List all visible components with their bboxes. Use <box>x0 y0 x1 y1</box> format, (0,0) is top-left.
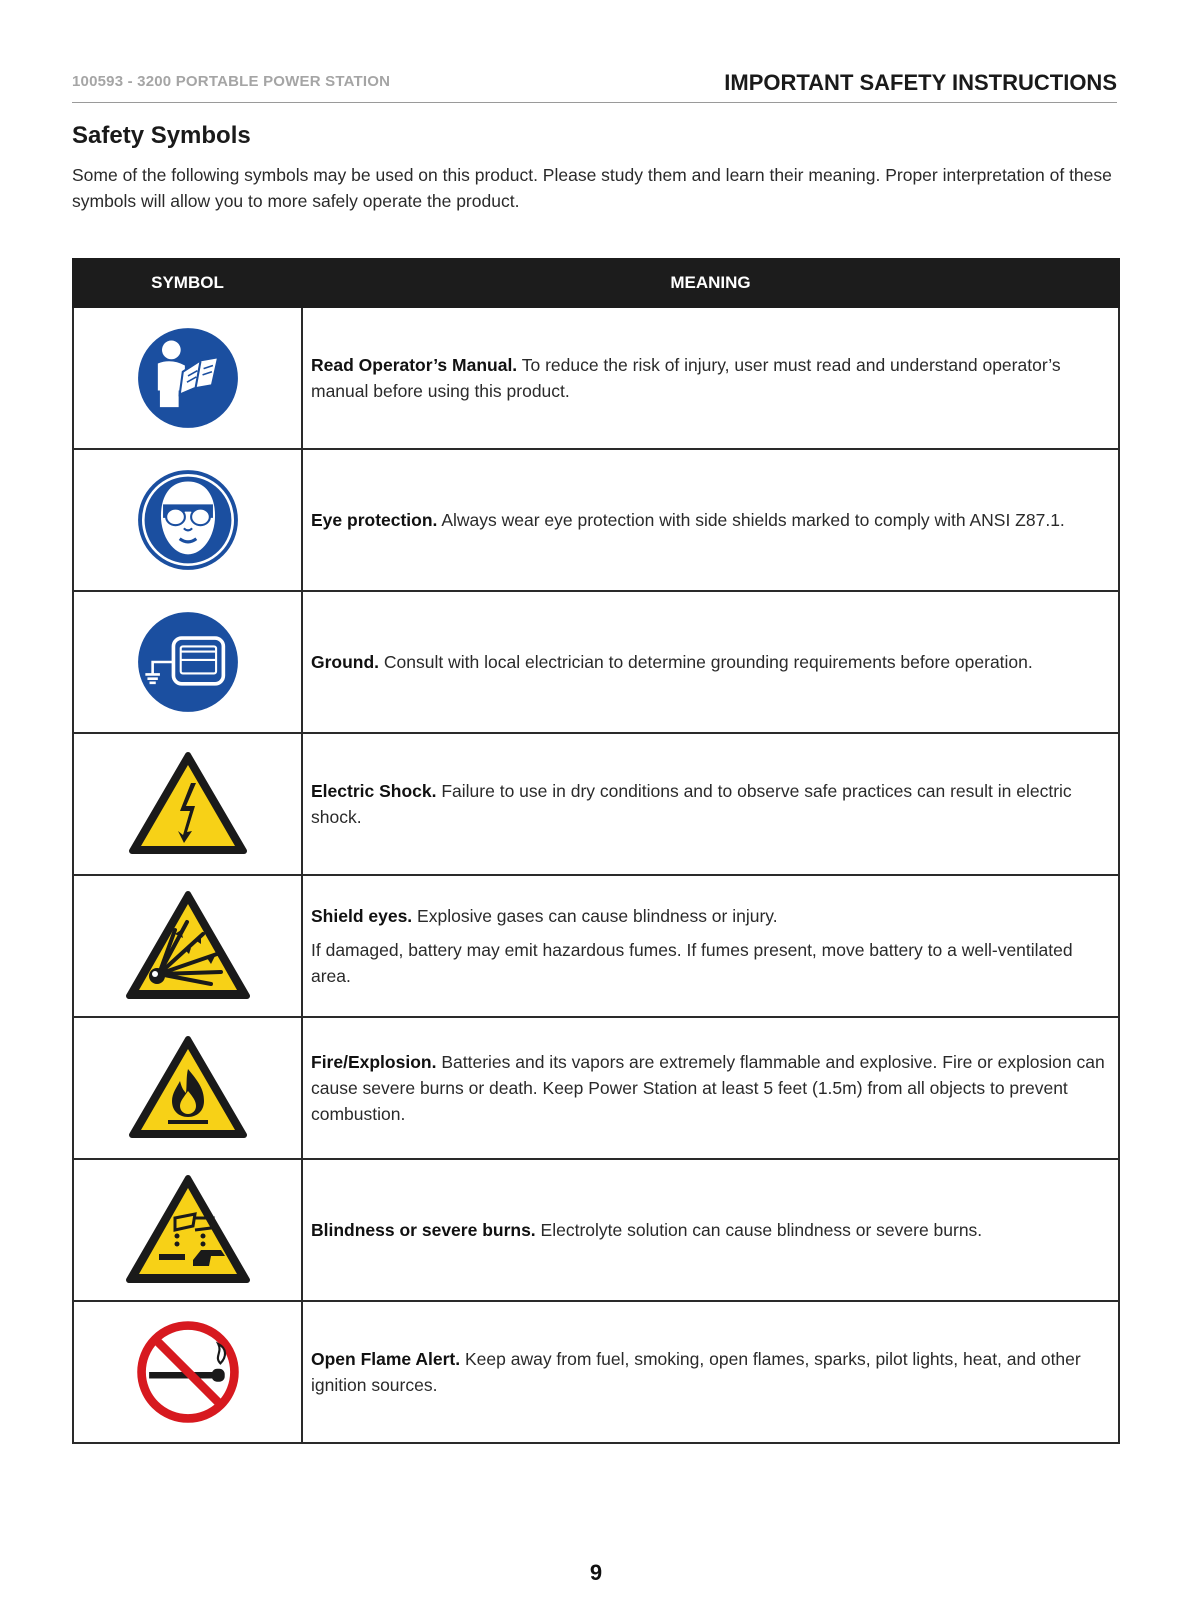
symbol-cell <box>73 1301 302 1443</box>
meaning-column-header: MEANING <box>302 259 1119 307</box>
meaning-title: Blindness or severe burns. <box>311 1220 536 1240</box>
meaning-title: Eye protection. <box>311 510 438 530</box>
eye-protection-icon <box>136 468 240 572</box>
meaning-text: Batteries and its vapors are extremely flammable and explosive. Fire or explosion can cause severe burns or death. Keep Power Station at least 5 feet (1.5m) from all objects to prevent combustion. <box>311 1052 1105 1124</box>
meaning-cell <box>302 307 1119 449</box>
meaning-text: Keep away from fuel, smoking, open flames, sparks, pilot lights, heat, and other ignition sources. <box>311 1349 1081 1395</box>
page-header <box>72 68 1117 103</box>
meaning-cell <box>302 1159 1119 1301</box>
fire-icon <box>128 1035 248 1141</box>
no-smoking-icon <box>134 1318 242 1426</box>
corrosive-icon <box>125 1174 251 1286</box>
meaning-text: Electrolyte solution can cause blindness or severe burns. <box>540 1220 983 1240</box>
section-title: IMPORTANT SAFETY INSTRUCTIONS <box>724 70 1117 95</box>
symbol-cell <box>73 875 302 1017</box>
ground-icon <box>136 610 240 714</box>
page-number: 9 <box>589 1560 603 1585</box>
explosive-icon <box>125 890 251 1002</box>
symbol-cell <box>73 449 302 591</box>
table-row <box>73 591 1119 733</box>
table-row <box>73 307 1119 449</box>
meaning-text: Explosive gases can cause blindness or injury. <box>417 906 778 926</box>
symbol-cell <box>73 307 302 449</box>
safety-symbols-table <box>72 258 1120 1444</box>
meaning-title: Open Flame Alert. <box>311 1349 461 1369</box>
meaning-text: Consult with local electrician to determine grounding requirements before operation. <box>383 652 1033 672</box>
table-row <box>73 875 1119 1017</box>
doc-id: 100593 - 3200 PORTABLE POWER STATION <box>72 73 391 90</box>
meaning-title: Read Operator’s Manual. <box>311 355 518 375</box>
symbol-cell <box>73 591 302 733</box>
meaning-text: Failure to use in dry conditions and to observe safe practices can result in electric shock. <box>311 781 1072 827</box>
meaning-cell <box>302 449 1119 591</box>
electric-shock-icon <box>128 751 248 857</box>
table-row <box>73 1301 1119 1443</box>
meaning-text: To reduce the risk of injury, user must read and understand operator’s manual before using this product. <box>311 355 1061 401</box>
meaning-cell <box>302 591 1119 733</box>
meaning-title: Ground. <box>311 652 380 672</box>
page-heading: Safety Symbols <box>72 122 251 149</box>
meaning-title: Shield eyes. <box>311 906 413 926</box>
symbol-cell <box>73 1017 302 1159</box>
meaning-cell <box>302 733 1119 875</box>
symbol-cell <box>73 733 302 875</box>
symbol-cell <box>73 1159 302 1301</box>
meaning-text-secondary: If damaged, battery may emit hazardous fumes. If fumes present, move battery to a well-ventilated area. <box>311 940 1073 986</box>
intro-paragraph: Some of the following symbols may be used on this product. Please study them and learn their meaning. Proper interpretation of these symbols will allow you to more safely operate the product. <box>72 165 1112 211</box>
table-row <box>73 1159 1119 1301</box>
meaning-cell <box>302 875 1119 1017</box>
meaning-cell <box>302 1301 1119 1443</box>
symbol-column-header: SYMBOL <box>73 259 302 307</box>
meaning-cell <box>302 1017 1119 1159</box>
table-row <box>73 449 1119 591</box>
table-row <box>73 1017 1119 1159</box>
table-header-row <box>73 259 1119 307</box>
read-manual-icon <box>136 326 240 430</box>
meaning-title: Electric Shock. <box>311 781 437 801</box>
meaning-text: Always wear eye protection with side shields marked to comply with ANSI Z87.1. <box>441 510 1065 530</box>
table-row <box>73 733 1119 875</box>
meaning-title: Fire/Explosion. <box>311 1052 437 1072</box>
